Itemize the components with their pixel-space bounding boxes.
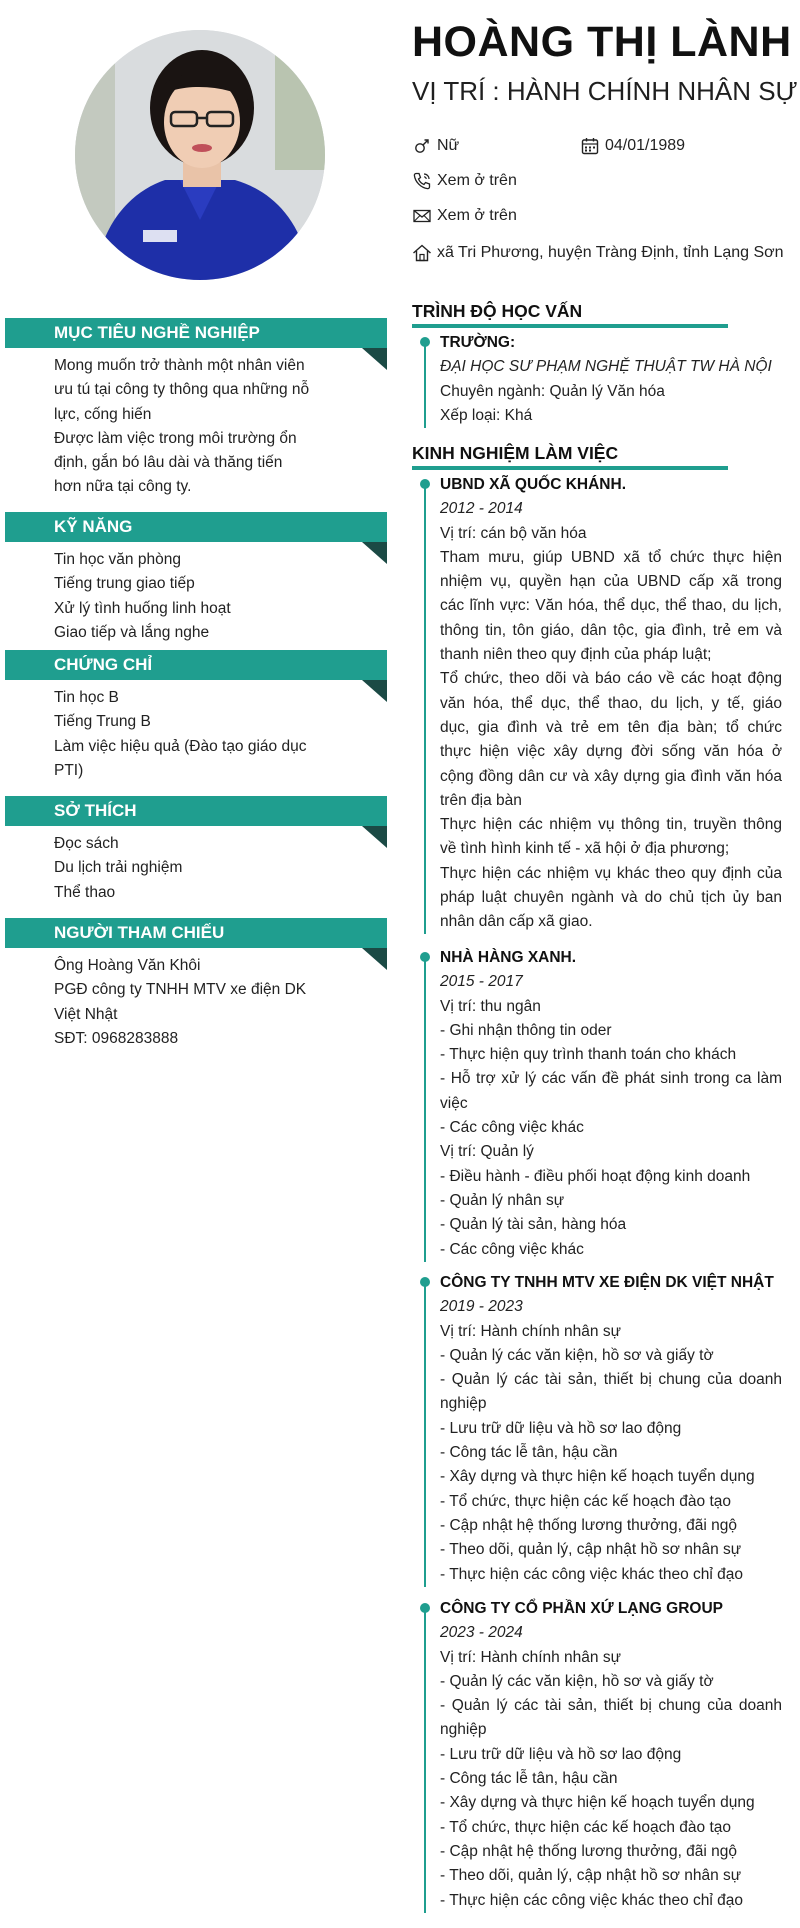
job-line: - Lưu trữ dữ liệu và hồ sơ lao động <box>440 1419 682 1437</box>
job-line: - Các công việc khác <box>440 1119 584 1137</box>
job-line: - Hỗ trợ xử lý các vấn đề phát sinh trong ca làm <box>440 1070 782 1088</box>
job-line: - Quản lý các tài sản, thiết bị chung của doanh <box>440 1371 782 1389</box>
job-line: - Công tác lễ tân, hậu cần <box>440 1770 618 1788</box>
job-line: - Lưu trữ dữ liệu và hồ sơ lao động <box>440 1745 682 1763</box>
rank: Xếp loại: Khá <box>440 406 533 424</box>
phone-row <box>412 171 517 191</box>
job-period: 2015 - 2017 <box>440 973 523 991</box>
job-line: - Quản lý các văn kiện, hồ sơ và giấy tờ <box>440 1672 714 1690</box>
skills-list <box>54 548 320 645</box>
company-name: UBND XÃ QUỐC KHÁNH. <box>440 476 626 493</box>
timeline-dot <box>420 952 430 962</box>
birthdate-value: 04/01/1989 <box>605 137 686 154</box>
job-line: - Quản lý nhân sự <box>440 1191 565 1209</box>
list-item: Giao tiếp và lắng nghe <box>54 623 210 641</box>
job-line: dục, gia đình và trẻ em tên địa bàn; tổ chức <box>440 718 782 736</box>
job-line: - Xây dựng và thực hiện kế hoạch tuyển dụng <box>440 1468 755 1486</box>
gender-row <box>412 136 459 156</box>
section-title: KỸ NĂNG <box>54 517 133 536</box>
job-line: - Xây dựng và thực hiện kế hoạch tuyển dụng <box>440 1794 755 1812</box>
list-item: PGĐ công ty TNHH MTV xe điện DK <box>54 981 307 999</box>
gender-icon <box>412 136 432 156</box>
references-list <box>54 954 320 1051</box>
ribbon-fold <box>362 826 387 848</box>
section-rule <box>412 466 728 470</box>
list-item: PTI) <box>54 761 84 779</box>
job-line: nhân dân cấp xã giao. <box>440 913 593 931</box>
job-line: - Quản lý các văn kiện, hồ sơ và giấy tờ <box>440 1346 714 1364</box>
address-value: xã Tri Phương, huyện Tràng Định, tỉnh Lạng Sơn <box>437 244 784 261</box>
objective-line: Được làm việc trong môi trường ổn <box>54 429 297 447</box>
job-line: - Quản lý tài sản, hàng hóa <box>440 1216 627 1234</box>
company-name: CÔNG TY TNHH MTV XE ĐIỆN DK VIỆT NHẬT <box>440 1274 774 1291</box>
job-line: Vị trí: Quản lý <box>440 1143 534 1161</box>
ribbon-fold <box>362 348 387 370</box>
gender-value: Nữ <box>437 137 460 154</box>
job-line: trên địa bàn <box>440 791 522 809</box>
job-line: - Cập nhật hệ thống lương thưởng, đãi ngộ <box>440 1842 738 1860</box>
timeline-dot <box>420 1277 430 1287</box>
job-line: - Điều hành - điều phối hoạt động kinh doanh <box>440 1167 751 1185</box>
job-line: - Ghi nhận thông tin oder <box>440 1021 612 1039</box>
profile-photo <box>75 30 325 280</box>
job-line: - Thực hiện các công việc khác theo chỉ đạo <box>440 1891 744 1909</box>
company-name: NHÀ HÀNG XANH. <box>440 949 577 966</box>
objective-line: ưu tú tại công ty thông qua những nỗ <box>54 381 310 399</box>
job-line: thanh niên theo quy định của pháp luật; <box>440 646 712 664</box>
email-value: Xem ở trên <box>437 207 517 224</box>
objective-line: định, gắn bó lâu dài và thăng tiến <box>54 454 283 472</box>
education-entry <box>440 331 782 428</box>
job-line: - Theo dõi, quản lý, cập nhật hồ sơ nhân sự <box>440 1541 742 1559</box>
job-period: 2019 - 2023 <box>440 1298 523 1316</box>
job-line: Thực hiện các nhiệm vụ khác theo quy định của <box>440 864 782 882</box>
job-line: - Quản lý các tài sản, thiết bị chung của doanh <box>440 1697 782 1715</box>
section-rule <box>412 324 728 328</box>
job-line: Tổ chức, theo dõi và báo cáo về các hoạt động <box>440 670 782 688</box>
timeline-line <box>424 342 426 428</box>
objective-line: Mong muốn trở thành một nhân viên <box>54 357 305 374</box>
position-title: VỊ TRÍ : HÀNH CHÍNH NHÂN SỰ <box>412 76 798 106</box>
list-item: Thể thao <box>54 883 116 901</box>
job-line: văn hóa, thể dục, thể thao, du lịch, y tế, giáo <box>440 694 782 712</box>
home-icon <box>412 243 432 263</box>
timeline-line <box>424 484 426 934</box>
timeline-dot <box>420 1603 430 1613</box>
job-line: - Công tác lễ tân, hậu cần <box>440 1444 618 1462</box>
job-period: 2012 - 2014 <box>440 500 523 518</box>
phone-icon <box>412 171 432 191</box>
job-line: Tham mưu, giúp UBND xã tổ chức thực hiện <box>440 548 782 566</box>
list-item: Tin học B <box>54 689 119 706</box>
calendar-icon <box>580 136 600 156</box>
hobbies-list <box>54 832 320 905</box>
job-line: pháp luật chuyên ngành và do chủ tịch ủy ban <box>440 889 782 907</box>
job-entry <box>440 473 782 935</box>
list-item: Việt Nhật <box>54 1005 118 1023</box>
school-name: ĐẠI HỌC SƯ PHẠM NGHỆ THUẬT TW HÀ NỘI <box>440 358 772 376</box>
list-item: Đọc sách <box>54 835 119 852</box>
section-header-certificates <box>5 650 387 680</box>
birthdate-row <box>580 136 685 156</box>
section-title: MỤC TIÊU NGHỀ NGHIỆP <box>54 323 260 342</box>
job-line: - Thực hiện quy trình thanh toán cho khách <box>440 1046 737 1064</box>
job-line: - Tổ chức, thực hiện các kế hoạch đào tạo <box>440 1818 732 1836</box>
section-header-education: TRÌNH ĐỘ HỌC VẤN <box>412 301 583 321</box>
ribbon-fold <box>362 542 387 564</box>
school-label: TRƯỜNG: <box>440 334 516 351</box>
major: Chuyên ngành: Quản lý Văn hóa <box>440 382 665 400</box>
job-line: về tình hình kinh tế - xã hội ở địa phương; <box>440 840 730 858</box>
job-line: - Theo dõi, quản lý, cập nhật hồ sơ nhân sự <box>440 1867 742 1885</box>
objective-text <box>54 354 320 500</box>
list-item: Tin học văn phòng <box>54 551 181 568</box>
certificates-list <box>54 686 320 783</box>
company-name: CÔNG TY CỔ PHẦN XỨ LẠNG GROUP <box>440 1600 723 1617</box>
address-row <box>412 243 784 263</box>
job-line: cộng đồng dân cư và xây dựng gia đình văn hóa <box>440 767 782 785</box>
timeline-line <box>424 958 426 1262</box>
job-line: Vị trí: cán bộ văn hóa <box>440 524 587 542</box>
list-item: Tiếng trung giao tiếp <box>54 575 195 593</box>
section-header-hobbies <box>5 796 387 826</box>
timeline-line <box>424 1609 426 1913</box>
mail-icon <box>412 206 432 226</box>
phone-value: Xem ở trên <box>437 172 517 189</box>
section-header-skills <box>5 512 387 542</box>
job-line: thực hiện việc xây dựng đời sống văn hóa ở <box>440 743 782 761</box>
job-line: - Các công việc khác <box>440 1240 584 1258</box>
job-entry <box>440 1271 782 1587</box>
job-line: Vị trí: Hành chính nhân sự <box>440 1648 621 1666</box>
job-period: 2023 - 2024 <box>440 1624 523 1642</box>
job-entry <box>440 946 782 1262</box>
section-title: NGƯỜI THAM CHIẾU <box>54 923 225 942</box>
list-item: SĐT: 0968283888 <box>54 1029 179 1047</box>
list-item: Tiếng Trung B <box>54 713 151 731</box>
job-line: Vị trí: Hành chính nhân sự <box>440 1322 621 1340</box>
timeline-dot <box>420 479 430 489</box>
job-line: Vị trí: thu ngân <box>440 997 541 1015</box>
job-line: các lĩnh vực: Văn hóa, thể dục, thể thao, du lịch, <box>440 597 782 615</box>
section-header-references <box>5 918 387 948</box>
objective-line: lực, cống hiến <box>54 405 152 423</box>
job-entry <box>440 1597 782 1913</box>
section-header-objective <box>5 318 387 348</box>
email-row <box>412 206 517 226</box>
timeline-line <box>424 1283 426 1587</box>
timeline-dot <box>420 337 430 347</box>
section-title: CHỨNG CHỈ <box>54 655 153 674</box>
job-line: Thực hiện các nhiệm vụ thông tin, truyền thông <box>440 816 782 834</box>
list-item: Ông Hoàng Văn Khôi <box>54 957 201 974</box>
job-line: nghiệp <box>440 1395 487 1413</box>
section-title: SỞ THÍCH <box>54 801 137 820</box>
ribbon-fold <box>362 948 387 970</box>
job-line: - Thực hiện các công việc khác theo chỉ đạo <box>440 1565 744 1583</box>
job-line: nghiệp <box>440 1721 487 1739</box>
job-line: thông tin, tôn giáo, dân tộc, gia đình, trẻ em và <box>440 621 782 639</box>
job-line: - Tổ chức, thực hiện các kế hoạch đào tạo <box>440 1492 732 1510</box>
list-item: Xử lý tình huống linh hoạt <box>54 599 231 617</box>
objective-line: hơn nữa tại công ty. <box>54 478 192 496</box>
avatar <box>75 30 325 280</box>
list-item: Du lịch trải nghiệm <box>54 859 183 877</box>
job-line: - Cập nhật hệ thống lương thưởng, đãi ngộ <box>440 1516 738 1534</box>
candidate-name: HOÀNG THỊ LÀNH <box>412 18 792 66</box>
list-item: Làm việc hiệu quả (Đào tạo giáo dục <box>54 737 307 755</box>
ribbon-fold <box>362 680 387 702</box>
section-header-experience: KINH NGHIỆM LÀM VIỆC <box>412 443 619 463</box>
job-line: nhiệm vụ, quyền hạn của UBND cấp xã trong <box>440 573 782 591</box>
job-line: việc <box>440 1094 468 1112</box>
